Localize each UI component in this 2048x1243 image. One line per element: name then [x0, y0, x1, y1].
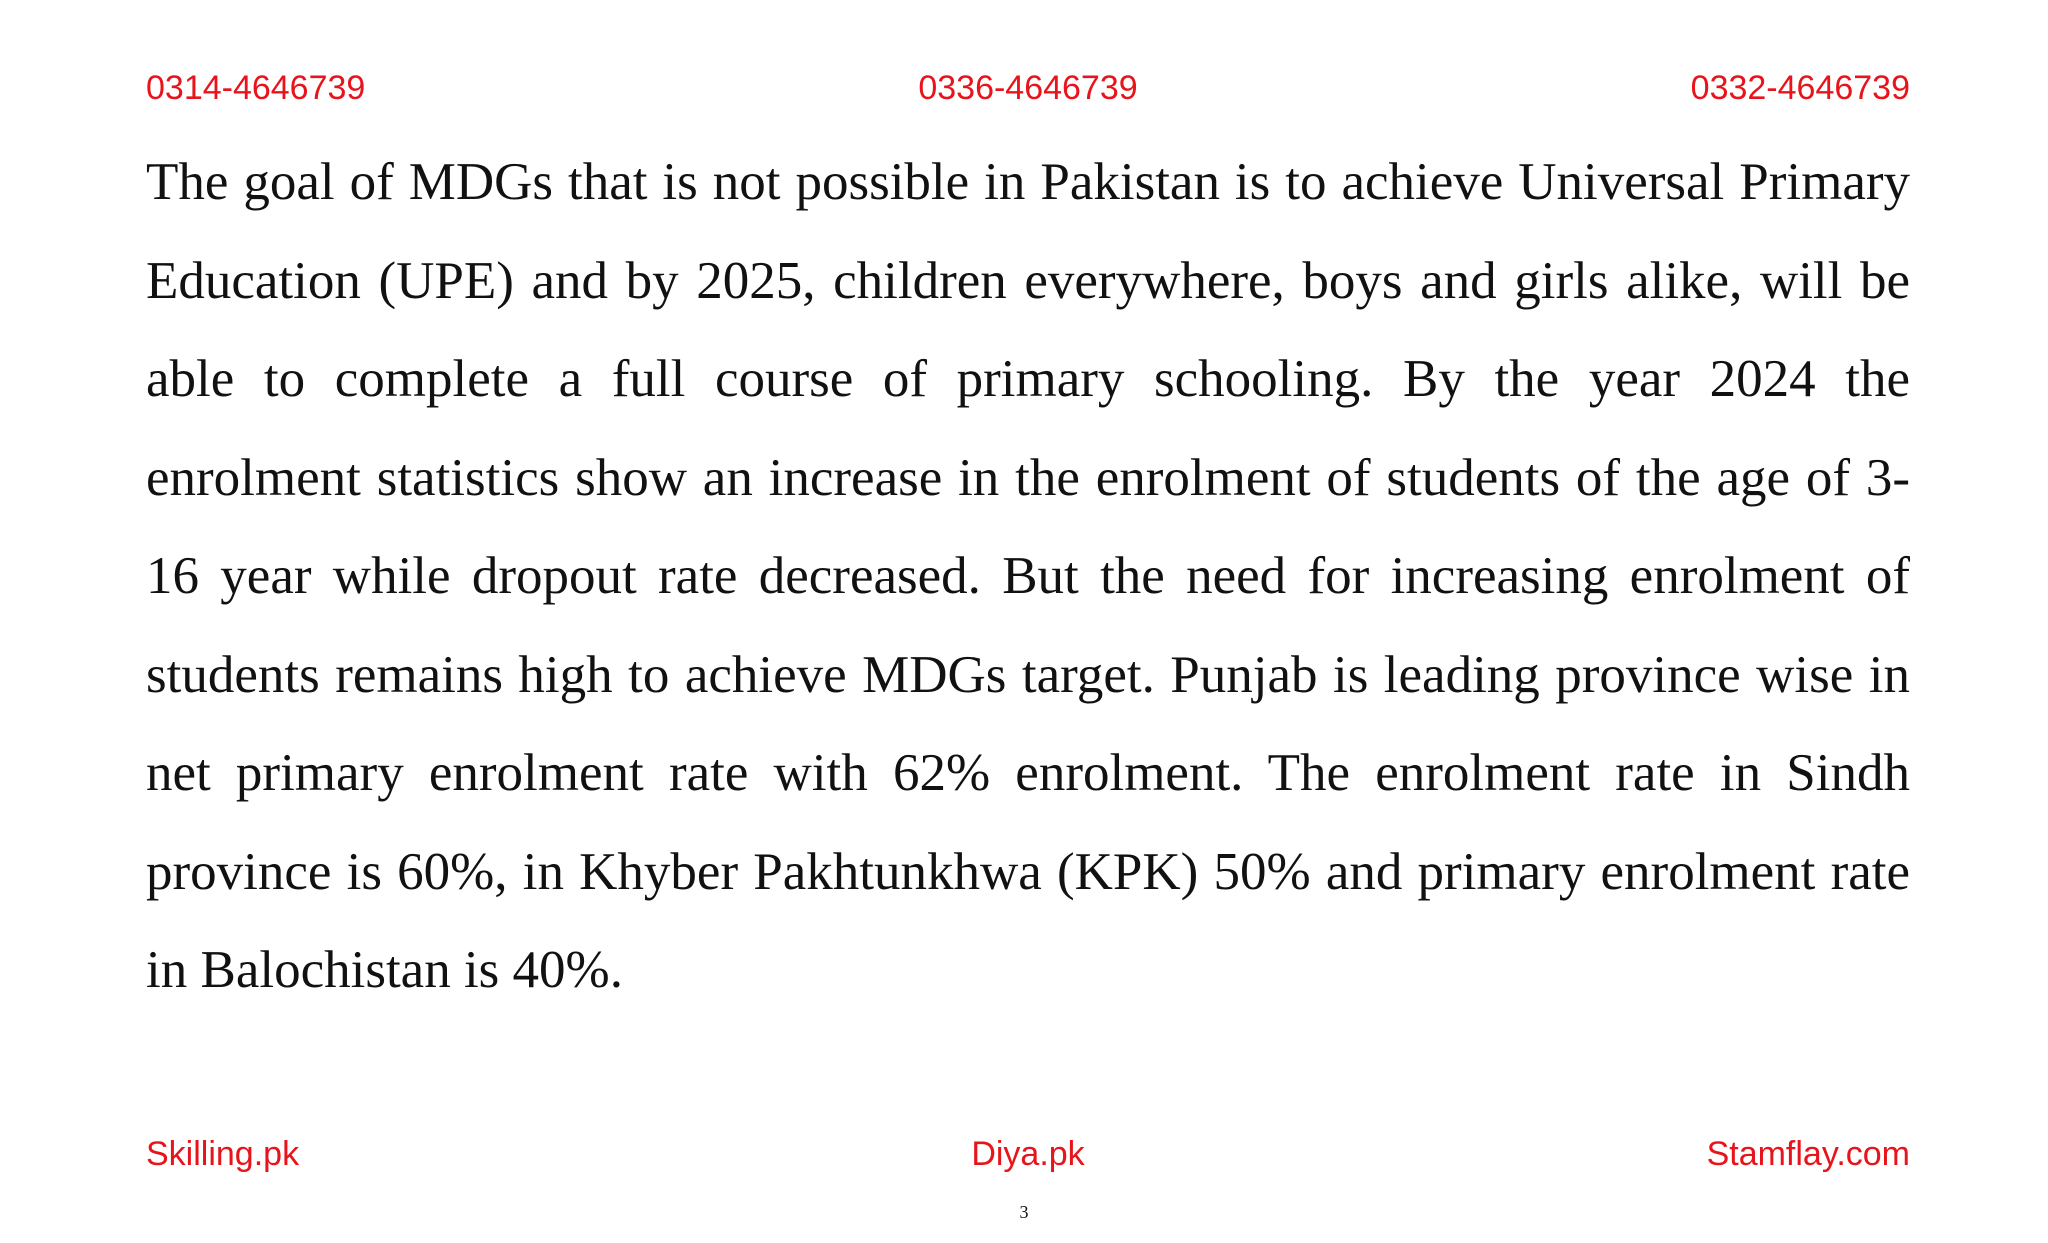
header-phone-right: 0332-4646739	[1690, 69, 1910, 107]
footer-site-center: Diya.pk	[971, 1135, 1085, 1173]
body-paragraph: The goal of MDGs that is not possible in Pakistan is to achieve Universal Primary Education (UPE) and by 2025, children everywhere, boys and girls alike, will be able to complete a full course of primary schooling. By the year 2024 the enrolment statistics show an increase in the enrolment of students of the age of 3-16 year while dropout rate decreased. But the need for increasing enrolment of students remains high to achieve MDGs target. Punjab is leading province wise in net primary enrolment rate with 62% enrolment. The enrolment rate in Sindh province is 60%, in Khyber Pakhtunkhwa (KPK) 50% and primary enrolment rate in Balochistan is 40%.	[146, 153, 1910, 999]
footer-site-left: Skilling.pk	[146, 1135, 300, 1173]
header-phone-center: 0336-4646739	[918, 69, 1138, 107]
page-number: 3	[1019, 1202, 1029, 1222]
footer-site-right: Stamflay.com	[1706, 1135, 1910, 1173]
header-contacts	[146, 66, 1910, 110]
footer-links	[146, 1132, 1910, 1176]
header-phone-left: 0314-4646739	[146, 69, 366, 107]
